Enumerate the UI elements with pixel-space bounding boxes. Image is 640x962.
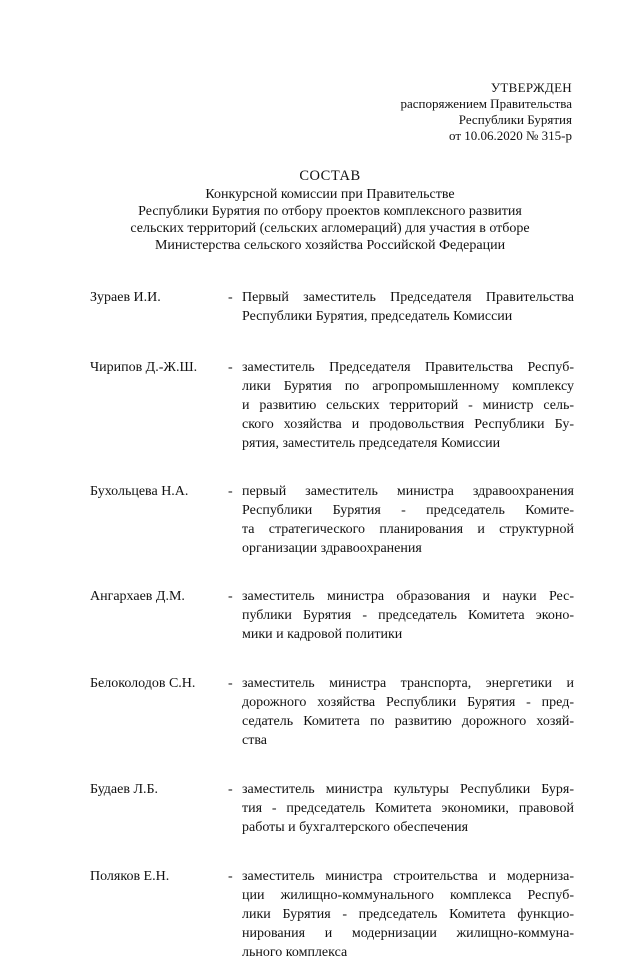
member-entry bbox=[90, 482, 574, 558]
approval-line: распоряжением Правительства bbox=[400, 96, 572, 111]
position-line: первый заместитель министра здравоохранения bbox=[242, 484, 574, 499]
position-line: ции жилищно-коммунального комплекса Респуб- bbox=[242, 888, 574, 903]
member-dash: - bbox=[228, 589, 233, 604]
position-line: организации здравоохранения bbox=[242, 541, 422, 556]
member-entry bbox=[90, 674, 574, 750]
approval-line: Республики Бурятия bbox=[458, 112, 572, 127]
members-list bbox=[90, 288, 574, 962]
member-dash: - bbox=[228, 869, 233, 884]
member-dash: - bbox=[228, 360, 233, 375]
member-name: Зураев И.И. bbox=[90, 290, 161, 305]
member-position bbox=[242, 674, 574, 750]
position-line: и развитию сельских территорий - министр сель- bbox=[242, 398, 574, 413]
member-position bbox=[242, 867, 574, 962]
member-position bbox=[242, 587, 574, 644]
member-dash: - bbox=[228, 782, 233, 797]
document-title-block bbox=[60, 168, 600, 254]
position-line: Республики Бурятия, председатель Комиссии bbox=[242, 309, 513, 324]
position-line: дорожного хозяйства Республики Бурятия - пред- bbox=[242, 695, 574, 710]
position-line: работы и бухгалтерского обеспечения bbox=[242, 820, 469, 835]
position-line: заместитель Председателя Правительства Респуб- bbox=[242, 360, 574, 375]
title-line: Министерства сельского хозяйства Российской Федерации bbox=[154, 238, 506, 253]
position-line: Первый заместитель Председателя Правительства bbox=[242, 290, 574, 305]
position-line: лики Бурятия - председатель Комитета функцио- bbox=[242, 907, 574, 922]
position-line: заместитель министра строительства и модерниза- bbox=[242, 869, 574, 884]
position-line: заместитель министра транспорта, энергетики и bbox=[242, 676, 574, 691]
position-line: заместитель министра образования и науки Рес- bbox=[242, 589, 574, 604]
member-name: Чирипов Д.-Ж.Ш. bbox=[90, 360, 198, 375]
member-position bbox=[242, 780, 574, 837]
position-line: ства bbox=[242, 733, 267, 748]
position-line: седатель Комитета по развитию дорожного хозяй- bbox=[242, 714, 574, 729]
member-entry bbox=[90, 867, 574, 962]
member-position bbox=[242, 482, 574, 558]
position-line: публики Бурятия - председатель Комитета эконо- bbox=[242, 608, 574, 623]
member-dash: - bbox=[228, 290, 233, 305]
member-dash: - bbox=[228, 484, 233, 499]
position-line: рятия, заместитель председателя Комиссии bbox=[242, 436, 501, 451]
position-line: та стратегического планирования и структурной bbox=[242, 522, 574, 537]
member-entry bbox=[90, 288, 574, 326]
position-line: мики и кадровой политики bbox=[242, 627, 403, 642]
position-line: льного комплекса bbox=[242, 945, 348, 960]
member-name: Белоколодов С.Н. bbox=[90, 676, 196, 691]
approval-stamp bbox=[400, 80, 572, 144]
member-position bbox=[242, 288, 574, 326]
member-position bbox=[242, 358, 574, 453]
member-dash: - bbox=[228, 676, 233, 691]
member-name: Будаев Л.Б. bbox=[90, 782, 159, 797]
position-line: заместитель министра культуры Республики Буря- bbox=[242, 782, 574, 797]
member-entry bbox=[90, 587, 574, 644]
title-line: Республики Бурятия по отбору проектов комплексного развития bbox=[138, 204, 522, 219]
member-name: Бухольцева Н.А. bbox=[90, 484, 189, 499]
position-line: Республики Бурятия - председатель Комите- bbox=[242, 503, 574, 518]
position-line: лики Бурятия по агропромышленному комплексу bbox=[242, 379, 574, 394]
member-name: Поляков Е.Н. bbox=[90, 869, 170, 884]
title-line: Конкурсной комиссии при Правительстве bbox=[205, 187, 455, 202]
document-title: СОСТАВ bbox=[299, 168, 361, 184]
approval-date: от 10.06.2020 № 315-р bbox=[449, 128, 572, 143]
position-line: ского хозяйства и продовольствия Республики Бу- bbox=[242, 417, 574, 432]
position-line: нирования и модернизации жилищно-коммуна- bbox=[242, 926, 574, 941]
title-line: сельских территорий (сельских агломераций) для участия в отборе bbox=[130, 221, 530, 236]
member-entry bbox=[90, 780, 574, 837]
approval-heading: УТВЕРЖДЕН bbox=[490, 80, 572, 95]
position-line: тия - председатель Комитета экономики, правовой bbox=[242, 801, 574, 816]
member-entry bbox=[90, 358, 574, 453]
member-name: Ангархаев Д.М. bbox=[90, 589, 185, 604]
